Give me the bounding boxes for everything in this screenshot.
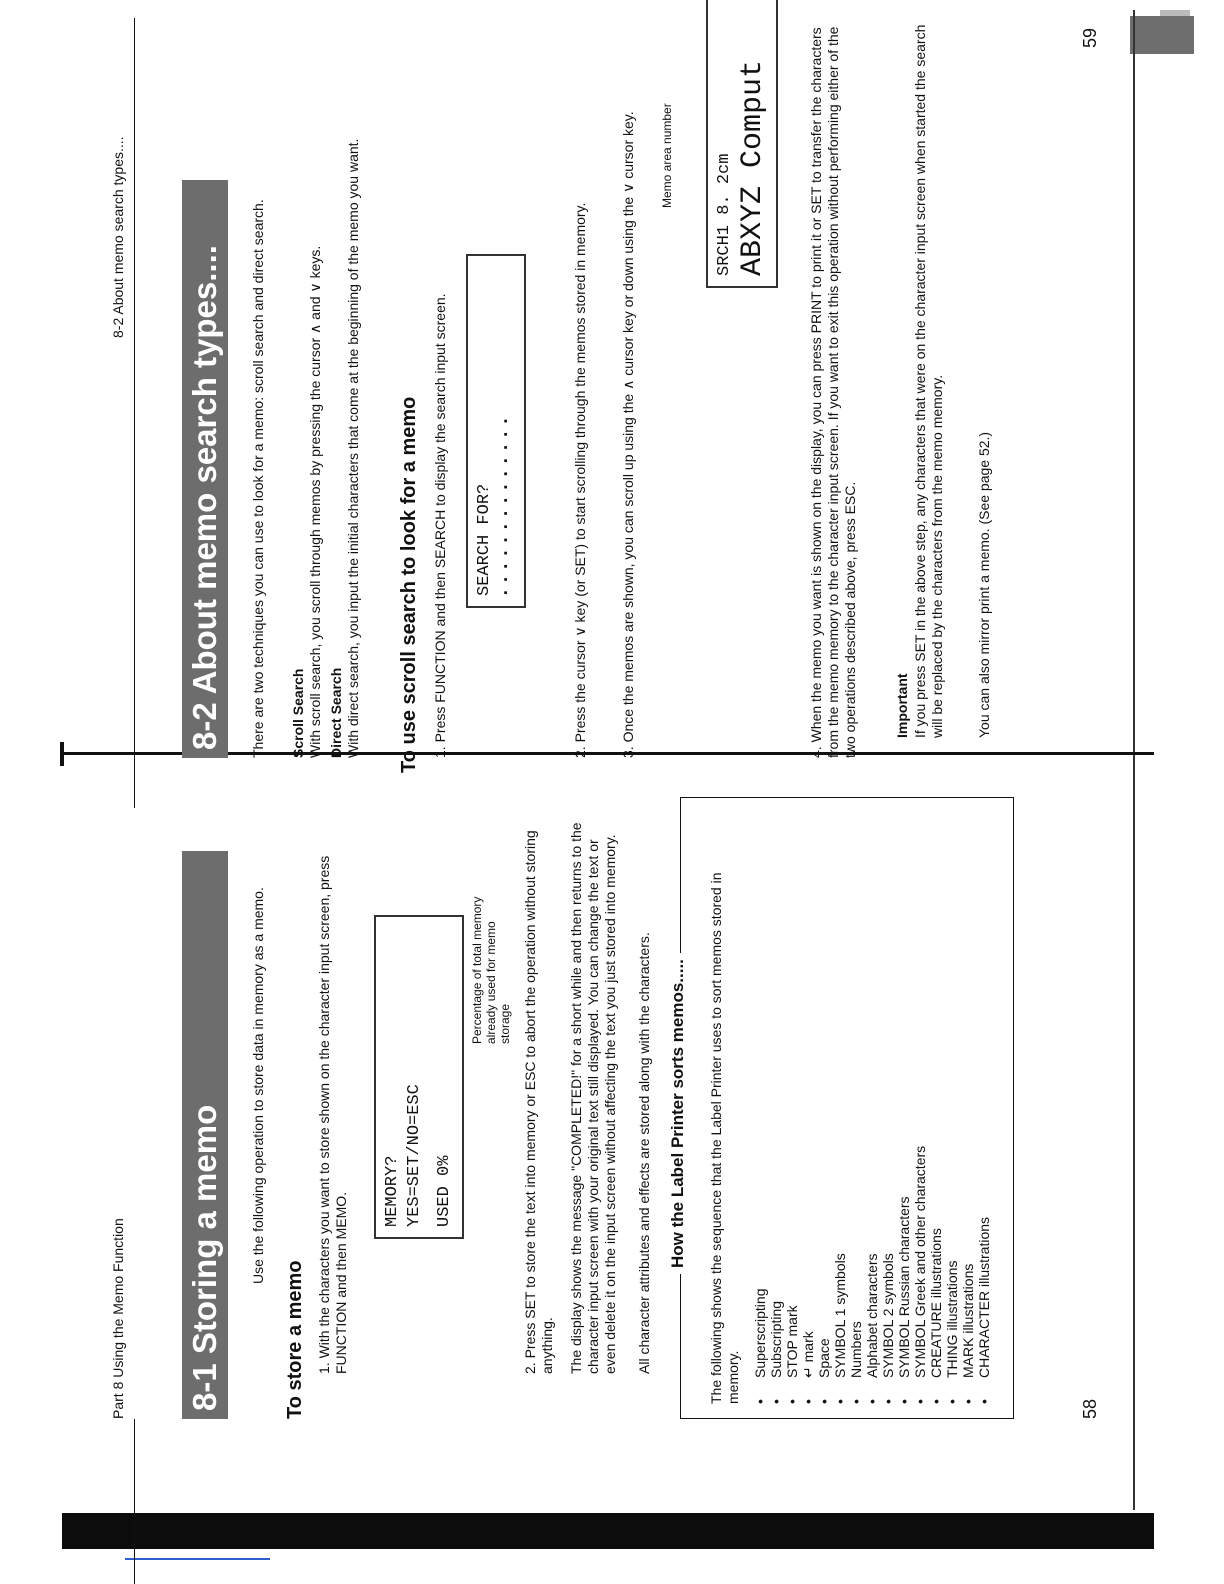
list-item: • Subscripting: [768, 984, 784, 1404]
header-rule: [134, 18, 135, 808]
lcd-screen: [374, 915, 464, 1239]
scroll-search-title: Scroll Search: [290, 668, 306, 758]
list-item: • SYMBOL 1 symbols: [832, 984, 848, 1404]
lcd-line-1: SRCH1 8. 2cm: [715, 153, 734, 276]
list-item: • STOP mark: [784, 984, 800, 1404]
scroll-search-item: [290, 18, 362, 758]
important-text: If you press SET in the above step, any characters that were on the character input screen when started the search will be replaced by the characters from the memo memory.: [912, 24, 945, 738]
list-item: • Superscripting: [752, 984, 768, 1404]
page-number: 59: [1080, 27, 1100, 48]
step-1: 1. Press FUNCTION and then SEARCH to display the search input screen.: [432, 293, 448, 758]
list-item: • Space: [816, 984, 832, 1404]
lcd-line-1: MEMORY?: [383, 1155, 402, 1227]
lcd-line-3: USED 0%: [435, 1155, 454, 1227]
list-item: • SYMBOL Greek and other characters: [912, 984, 928, 1404]
direct-search-title: Direct Search: [328, 667, 344, 758]
scroll-search-heading: To use scroll search to look for a memo: [398, 396, 420, 773]
page-58: [0, 824, 1224, 1584]
list-item: • SYMBOL Russian characters: [896, 984, 912, 1404]
list-item: • CREATURE illustrations: [928, 984, 944, 1404]
list-item: • Alphabet characters: [864, 984, 880, 1404]
step-1: 1. With the characters you want to store shown on the character input screen, press FUNCTION and then MEMO.: [316, 855, 349, 1374]
step-2: 2. Press SET to store the text into memory or ESC to abort the operation without storing anything.: [522, 830, 555, 1374]
search-lcd-screen: [466, 254, 526, 608]
lcd-line-2: ABXYZ Comput: [736, 59, 770, 276]
running-header: Part 8 Using the Memo Function: [110, 1218, 126, 1419]
important-title: Important: [894, 673, 910, 738]
memo-area-label: Memo area number: [660, 103, 674, 208]
sort-box-intro: The following shows the sequence that the Label Printer uses to sort memos stored in memory.: [708, 872, 741, 1404]
list-item: • ↵ mark: [800, 984, 816, 1404]
intro-text: There are two techniques you can use to look for a memo: scroll search and direct search.: [250, 199, 266, 758]
result-lcd-screen: [706, 0, 778, 288]
page-59: [0, 18, 1224, 808]
bullet-attributes: All character attributes and effects are stored along with the characters.: [636, 932, 652, 1374]
usage-note: Percentage of total memory already used for memo storage: [470, 896, 512, 1044]
header-rule: [134, 1419, 135, 1584]
step-4: 4. When the memo you want is shown on the display, you can press PRINT to print it or SET to transfer the characters from the memo memory to the character input screen. If you want to exit this operation without performing either of the two operations described above, press ESC.: [808, 26, 858, 758]
section-heading: To store a memo: [284, 1260, 306, 1419]
sort-order-list: [752, 984, 992, 1404]
mirror-note: You can also mirror print a memo. (See page 52.): [976, 431, 992, 738]
bullet-completed: The display shows the message "COMPLETED!" for a short while and then returns to the character input screen with your original text still displayed. You can change the text or even delete it on the input screen without affecting the text you just stored into memory.: [568, 822, 618, 1374]
step-2: 2. Press the cursor ∨ key (or SET) to start scrolling through the memos stored in memory.: [572, 202, 588, 758]
list-item: • SYMBOL 2 symbols: [880, 984, 896, 1404]
scroll-search-text: With scroll search, you scroll through memos by pressing the cursor ∧ and ∨ keys.: [307, 245, 323, 758]
list-item: • CHARACTER illustrations: [976, 984, 992, 1404]
lcd-line-1: SEARCH FOR?: [475, 483, 494, 596]
sort-box-title: How the Label Printer sorts memos.....: [668, 953, 688, 1274]
section-banner: 8-1 Storing a memo: [182, 851, 228, 1419]
running-header: 8-2 About memo search types....: [110, 136, 126, 338]
list-item: • MARK illustrations: [960, 984, 976, 1404]
step-3: 3. Once the memos are shown, you can scroll up using the ∧ cursor key or down using the ∨ cursor key.: [620, 111, 636, 758]
direct-search-text: With direct search, you input the initial characters that come at the beginning of the memo you want.: [345, 138, 361, 758]
section-banner: 8-2 About memo search types....: [182, 180, 228, 758]
list-item: • THING illustrations: [944, 984, 960, 1404]
page-number: 58: [1080, 1398, 1100, 1419]
lcd-line-2: ▪ ▪ ▪ ▪ ▪ ▪ ▪ ▪ ▪ ▪ ▪ ▪ ▪ ▪: [501, 417, 513, 596]
lcd-line-2: YES=SET/NO=ESC: [405, 1084, 424, 1227]
list-item: • Numbers: [848, 984, 864, 1404]
intro-text: Use the following operation to store data in memory as a memo.: [250, 887, 266, 1284]
